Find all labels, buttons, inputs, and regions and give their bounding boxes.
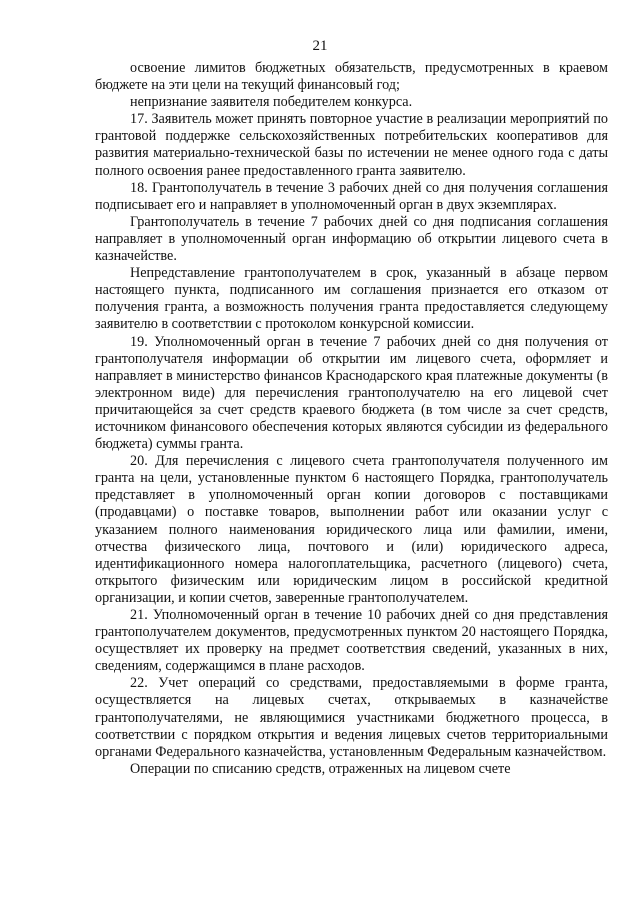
paragraph-item-17: 17. Заявитель может принять повторное участие в реализации мероприятий по грантовой поддержке сельскохозяйственных потребительских кооперативов для развития материально-технической базы по истечении не менее одного года с даты полного освоения ранее предоставленного гранта заявителю. <box>95 111 608 179</box>
paragraph-item-20: 20. Для перечисления с лицевого счета грантополучателя полученного им гранта на цели, установленные пунктом 6 настоящего Порядка, грантополучатель представляет в уполномоченный орган копии договоров с поставщиками (продавцами) о поставке товаров, выполнении работ или оказании услуг с указанием полного наименования юридического лица или фамилии, имени, отчества физического лица, почтового и (или) юридического адреса, идентификационного номера налогоплательщика, расчетного (лицевого) счета, открытого физическим или юридическим лицом в российской кредитной организации, и копии счетов, заверенные грантополучателем. <box>95 453 608 606</box>
paragraph-non-submission: Непредставление грантополучателем в срок, указанный в абзаце первом настоящего пункта, подписанного им соглашения признается его отказом от получения гранта, а возможность получения гранта предоставляется следующему заявителю в соответствии с протоколом конкурсной комиссии. <box>95 265 608 333</box>
paragraph-item-18: 18. Грантополучатель в течение 3 рабочих дней со дня получения соглашения подписывает его и направляет в уполномоченный орган в двух экземплярах. <box>95 179 608 213</box>
paragraph-item-22: 22. Учет операций со средствами, предоставляемыми в форме гранта, осуществляется на лицевых счетах, открываемых в казначействе грантополучателями, не являющимися участниками бюджетного процесса, в соответствии с порядком открытия и ведения лицевых счетов территориальными органами Федерального казначейства, установленным Федеральным казначейством. <box>95 675 608 760</box>
paragraph-write-off: Операции по списанию средств, отраженных на лицевом счете <box>130 760 511 777</box>
paragraph-not-winner: непризнание заявителя победителем конкурса. <box>130 94 413 111</box>
paragraph-item-21: 21. Уполномоченный орган в течение 10 рабочих дней со дня представления грантополучателем документов, предусмотренных пунктом 20 настоящего Порядка, осуществляет их проверку на предмет соответствия сведений, указанных в них, сведениям, содержащимся в плане расходов. <box>95 607 608 675</box>
document-body <box>95 60 608 778</box>
page-number: 21 <box>312 38 328 54</box>
paragraph-account-info: Грантополучатель в течение 7 рабочих дней со дня подписания соглашения направляет в уполномоченный орган информацию об открытии лицевого счета в казначействе. <box>95 213 608 265</box>
paragraph-budget-limits: освоение лимитов бюджетных обязательств, предусмотренных в краевом бюджете на эти цели на текущий финансовый год; <box>95 60 608 94</box>
paragraph-item-19: 19. Уполномоченный орган в течение 7 рабочих дней со дня получения от грантополучателя информации об открытии им лицевого счета, оформляет и направляет в министерство финансов Краснодарского края платежные документы (в электронном виде) для перечисления грантополучателю на его лицевой счет причитающейся за счет средств краевого бюджета (в том числе за счет средств, источником финансового обеспечения которых являются субсидии из федерального бюджета) суммы гранта. <box>95 333 608 453</box>
